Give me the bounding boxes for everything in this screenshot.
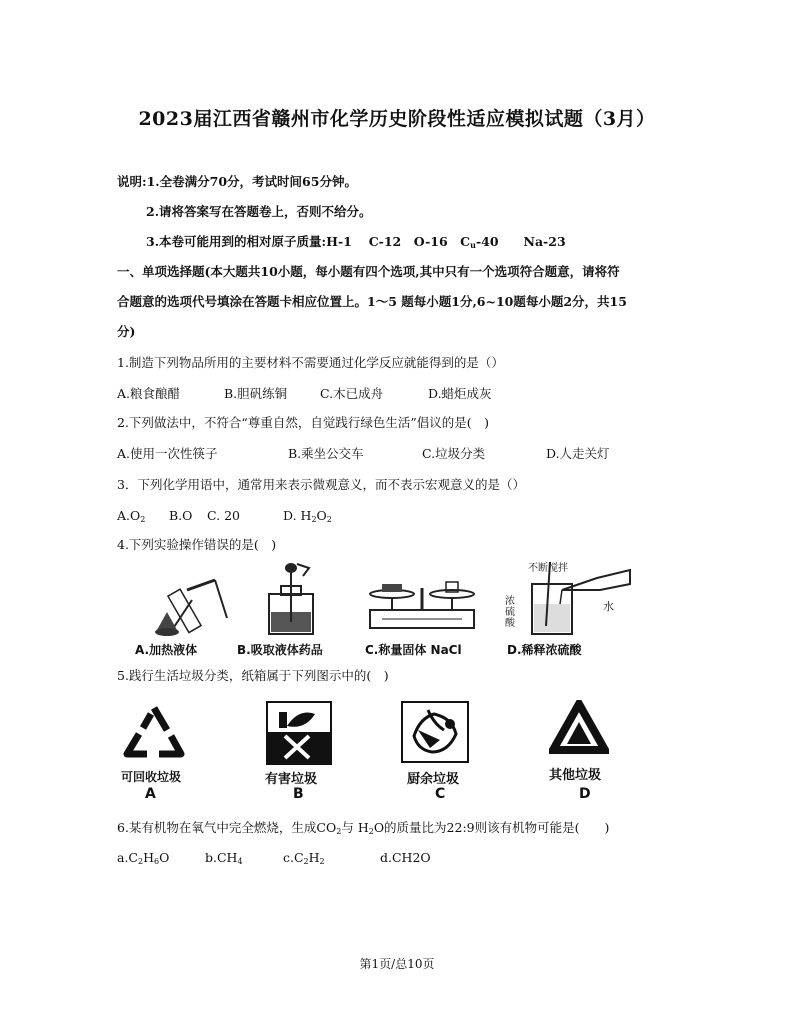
instruction-2: 2.请将答案写在答题卷上，否则不给分。 [146, 204, 372, 219]
question-6-stem: 6.某有机物在氧气中完全燃烧，生成$CO_2$与 $H_2O$的质量比为22:9则该有机物可能是( ) [117, 820, 610, 836]
q6-option-c: $c.C_2H_2$ [283, 850, 325, 866]
q2-option-d: D.人走关灯 [546, 446, 610, 461]
section-heading-line-2: 合题意的选项代号填涂在答题卡相应位置上。1～5 题每小题1分,6~10题每小题2分，共15 [117, 294, 627, 309]
instruction-1: 说明:1.全卷满分70分，考试时间65分钟。 [117, 174, 357, 189]
q6-option-a: $a.C_2H_6O$ [117, 850, 170, 866]
q1-option-b: B.胆矾练铜 [224, 386, 288, 401]
sign-d-letter: D [579, 786, 591, 802]
question-3-stem: 3．下列化学用语中，通常用来表示微观意义，而不表示宏观意义的是（） [117, 477, 525, 492]
question-4-figures [117, 560, 637, 660]
question-3-options [117, 508, 637, 524]
page-footer: 第1页/总10页 [359, 957, 435, 971]
question-1-stem: 1.制造下列物品所用的主要材料不需要通过化学反应就能得到的是（） [117, 355, 504, 370]
q1-option-c: C.木已成舟 [320, 386, 384, 401]
question-4-stem: 4.下列实验操作错误的是( ) [117, 537, 277, 552]
q2-option-b: B.乘坐公交车 [288, 446, 364, 461]
section-heading-line-3: 分) [117, 324, 136, 339]
q3-option-a: $A.O_2$ [117, 508, 146, 524]
q2-option-a: A.使用一次性筷子 [117, 446, 218, 461]
acid-label: 浓硫酸 [505, 596, 515, 629]
sign-b-letter: B [293, 786, 304, 802]
sign-a-letter: A [145, 786, 156, 802]
question-6-options [117, 850, 537, 866]
balance-figure [362, 560, 482, 638]
q2-option-c: C.垃圾分类 [422, 446, 486, 461]
q1-option-a: A.粮食酿醋 [117, 386, 181, 401]
q6-option-d: d.CH2O [380, 850, 431, 865]
sign-a-text: 可回收垃圾 [121, 770, 182, 784]
question-1-options [117, 386, 637, 402]
sign-c-letter: C [435, 786, 446, 802]
q4-caption-b: B.吸取液体药品 [237, 643, 323, 657]
question-2-stem: 2.下列做法中，不符合“尊重自然，自觉践行绿色生活”倡议的是( ) [117, 415, 489, 430]
q3-option-c: C. 20 [207, 508, 240, 523]
hazardous-icon [265, 700, 333, 766]
q4-caption-d: D.稀释浓硫酸 [507, 643, 582, 657]
sign-d-text: 其他垃圾 [549, 768, 602, 783]
instruction-3: 3.本卷可能用到的相对原子质量:H-1 C-12 O-16 $C_u-40$ Na-23 [146, 234, 566, 250]
other-waste-icon [549, 700, 609, 758]
stir-label: 不断搅拌 [528, 563, 568, 574]
q1-option-d: D.蜡炬成灰 [428, 386, 492, 401]
sign-c-text: 厨余垃圾 [407, 772, 460, 787]
question-5-signs [117, 700, 637, 805]
q4-caption-a: A.加热液体 [135, 643, 198, 657]
page-title: 2023届江西省赣州市化学历史阶段性适应模拟试题（3月） [138, 108, 656, 130]
q6-option-b: $b.CH_4$ [205, 850, 243, 866]
question-5-stem: 5.践行生活垃圾分类，纸箱属于下列图示中的( ) [117, 668, 389, 683]
section-heading-line-1: 一、单项选择题(本大题共10小题，每小题有四个选项,其中只有一个选项符合题意，请将符 [117, 264, 620, 279]
dropper-figure [257, 560, 327, 638]
question-2-options [117, 446, 637, 462]
q4-caption-c: C.称量固体 NaCl [365, 643, 462, 657]
heating-liquid-figure [127, 560, 237, 638]
recycle-icon [119, 700, 189, 762]
q3-option-b: B.O [169, 508, 193, 523]
water-label: 水 [603, 600, 614, 613]
q3-option-d: D. $H_2O_2$ [283, 508, 332, 524]
sign-b-text: 有害垃圾 [265, 772, 318, 787]
kitchen-waste-icon [400, 700, 470, 764]
